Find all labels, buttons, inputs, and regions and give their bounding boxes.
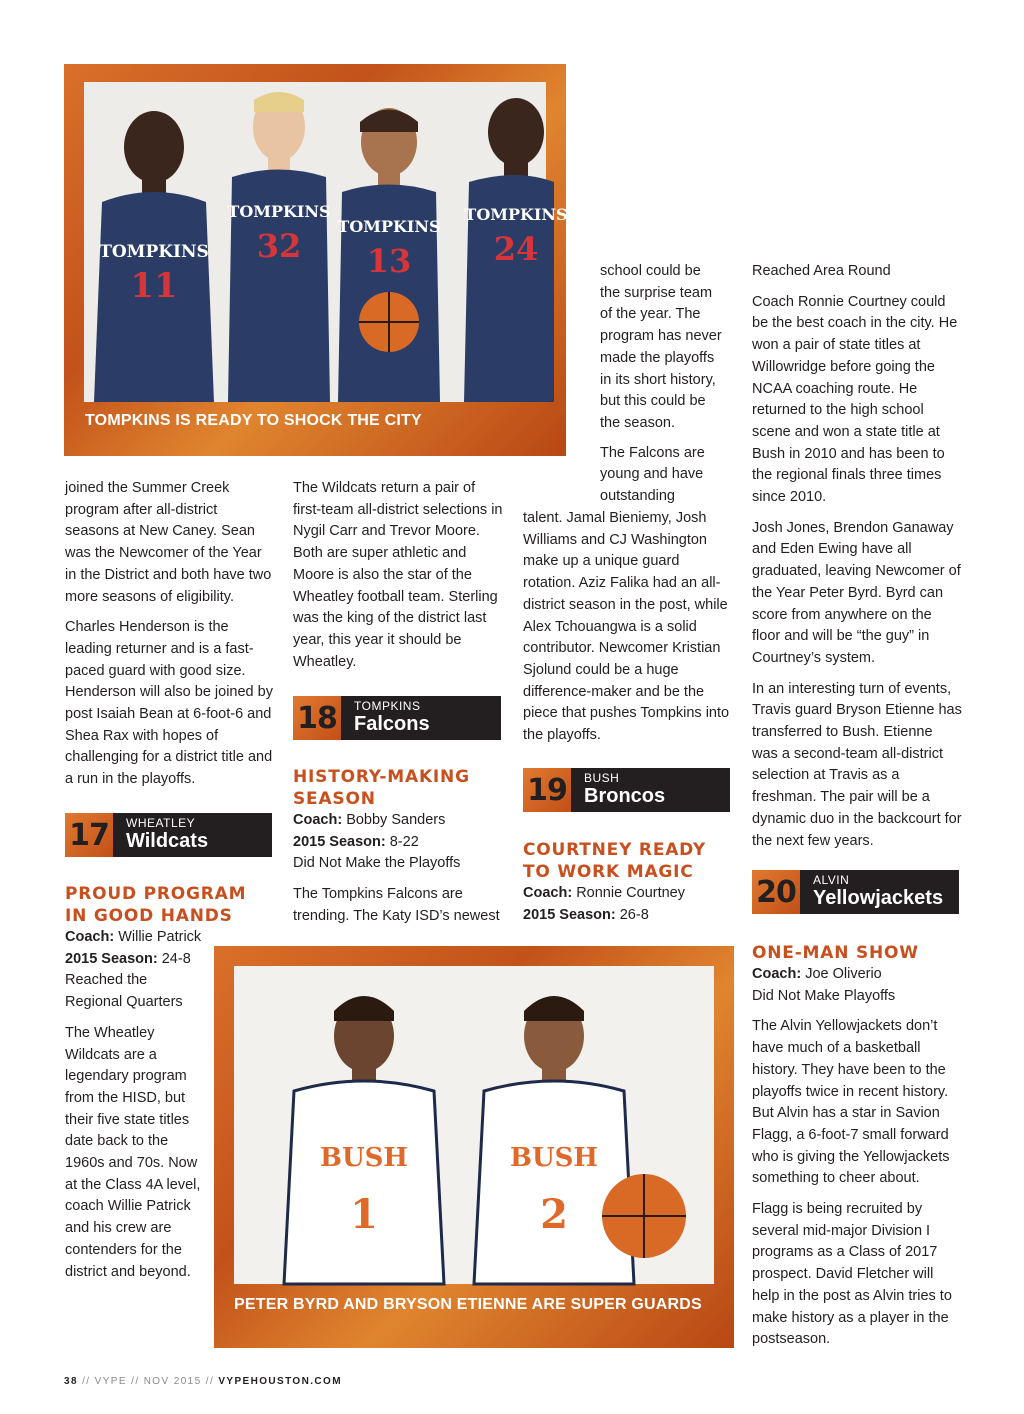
page-footer (64, 1376, 342, 1387)
paragraph: Coach Ronnie Courtney could be the best coach in the city. He won a pair of state titles at Willowridge before going the NCAA coaching route. He returned to the high school scene and won a state title at Bush in 2010 and has been to the regional finals three times since 2010. (752, 293, 958, 506)
text-line: The Falcons are (600, 444, 705, 461)
jersey-text: BUSH (510, 1143, 598, 1173)
rank-school: ALVIN (813, 873, 850, 887)
coach-label: Coach: (523, 885, 573, 901)
rank-mascot: Broncos (584, 785, 666, 807)
section-headline: COURTNEY READY TO WORK MAGIC (523, 840, 706, 882)
text-line: school could be (600, 263, 701, 279)
jersey-number: 32 (256, 227, 302, 265)
rank-number: 18 (293, 696, 341, 740)
column-3-section (523, 839, 733, 926)
rank-banner-18 (293, 696, 501, 740)
paragraph: talent. Jamal Bieniemy, Josh Williams and CJ Washington make up a unique guard rotation. Aziz Falika had an all-district season in the post, while Alex Tchouangwa is a solid contributor. Newcomer Kristian Sjolund could be a huge difference-maker and be the piece that pushes Tompkins into the playoffs. (523, 510, 730, 744)
season-record: 24-8 (161, 950, 191, 967)
page-number: 38 (64, 1376, 78, 1387)
column-1-top (65, 478, 275, 800)
rank-school: TOMPKINS (354, 699, 421, 713)
coach-name: Bobby Sanders (346, 812, 446, 828)
text-line: outstanding (600, 488, 675, 505)
magazine-name: VYPE (94, 1376, 127, 1387)
paragraph: Reached Area Round (752, 263, 891, 279)
bottom-photo-caption: PETER BYRD AND BRYSON ETIENNE ARE SUPER GUARDS (234, 1296, 702, 1313)
season-result: Did Not Make the Playoffs (293, 855, 461, 872)
season-label: 2015 Season: (523, 906, 616, 923)
rank-school: BUSH (584, 771, 620, 785)
rank-banner-19 (523, 768, 730, 812)
rank-mascot: Wildcats (126, 830, 209, 852)
jersey-number: 2 (540, 1191, 568, 1238)
section-headline: PROUD PROGRAM IN GOOD HANDS (65, 884, 247, 926)
paragraph: joined the Summer Creek program after all-district seasons at New Caney. Sean was the Newcomer of the Year in the District and both have two more seasons of eligibility. (65, 480, 272, 605)
top-photo-caption: TOMPKINS IS READY TO SHOCK THE CITY (85, 412, 422, 429)
rank-number: 19 (523, 768, 571, 812)
paragraph: Charles Henderson is the leading returner and is a fast-paced guard with good size. Henderson will also be joined by post Isaiah Bean at 6-foot-6 and Shea Rax with hopes of challenging for a district title and a run in the playoffs. (65, 619, 273, 788)
jersey-number: 13 (366, 242, 412, 280)
section-headline: HISTORY-MAKING SEASON (293, 767, 470, 809)
coach-name: Willie Patrick (118, 929, 202, 945)
rank-number: 17 (65, 813, 113, 857)
bush-players-illustration (234, 966, 714, 1284)
bottom-photo-frame (214, 946, 734, 1348)
text-line: in its short history, (600, 371, 716, 388)
coach-name: Ronnie Courtney (576, 885, 686, 901)
column-4-section (752, 942, 962, 1360)
column-2-section (293, 766, 505, 937)
column-4-top (752, 261, 962, 861)
footer-separator: // (205, 1376, 215, 1387)
website: VYPEHOUSTON.COM (218, 1376, 342, 1387)
rank-banner-20 (752, 870, 959, 914)
season-label: 2015 Season: (293, 833, 386, 850)
footer-separator: // (82, 1376, 91, 1387)
text-line: program has never (600, 328, 722, 345)
text-line: the surprise team (600, 284, 713, 301)
jersey-number: 24 (493, 230, 539, 268)
jersey-number: 1 (350, 1191, 378, 1238)
jersey-text: TOMPKINS (99, 242, 209, 262)
season-result: Reached the Regional Quarters (65, 972, 183, 1011)
season-result: Did Not Make Playoffs (752, 987, 896, 1004)
text-line: of the year. The (600, 306, 701, 323)
season-record: 8-22 (389, 833, 419, 850)
paragraph: Flagg is being recruited by several mid-major Division I programs as a Class of 2017 prospect. David Fletcher will help in the post as Alvin tries to make history as a player in the postseason. (752, 1201, 952, 1348)
jersey-text: TOMPKINS (464, 205, 568, 224)
column-3-top (600, 261, 735, 508)
column-2-top (293, 478, 505, 682)
coach-label: Coach: (293, 812, 343, 828)
coach-name: Joe Oliverio (805, 966, 882, 982)
season-record: 26-8 (619, 906, 649, 923)
column-3-body (523, 508, 733, 756)
paragraph: Josh Jones, Brendon Ganaway and Eden Ewing have all graduated, leaving Newcomer of the Year Peter Byrd. Byrd can score from anywhere on the floor and will be “the guy” in Courtney’s system. (752, 519, 961, 666)
paragraph: The Wildcats return a pair of first-team all-district selections in Nygil Carr and Trevor Moore. Both are super athletic and Moore is also the star of the Wheatley football team. Sterling was the king of the district last year, this year it should be Wheatley. (293, 480, 503, 670)
paragraph: The Tompkins Falcons are trending. The Katy ISD’s newest (293, 886, 500, 924)
tompkins-players-illustration (84, 82, 568, 402)
footer-separator: // (131, 1376, 140, 1387)
jersey-text: BUSH (320, 1143, 408, 1173)
rank-mascot: Yellowjackets (813, 887, 944, 909)
text-line: made the playoffs (600, 349, 715, 366)
text-line: the season. (600, 414, 675, 431)
section-headline: ONE-MAN SHOW (752, 943, 919, 963)
rank-school: WHEATLEY (126, 816, 196, 830)
rank-banner-17 (65, 813, 272, 857)
issue-date: NOV 2015 (143, 1376, 202, 1387)
paragraph: The Alvin Yellowjackets don’t have much of a basketball history. They have been to the playoffs twice in recent history. But Alvin has a star in Savion Flagg, a 6-foot-7 small forward who is giving the Yellowjackets something to cheer about. (752, 1018, 950, 1187)
top-photo-frame (64, 64, 566, 456)
jersey-text: TOMPKINS (227, 202, 331, 221)
season-label: 2015 Season: (65, 950, 158, 967)
text-line: young and have (600, 466, 704, 483)
jersey-text: TOMPKINS (337, 217, 441, 236)
text-line: but this could be (600, 393, 706, 410)
rank-number: 20 (752, 870, 800, 914)
coach-label: Coach: (65, 929, 115, 945)
rank-mascot: Falcons (354, 713, 430, 735)
coach-label: Coach: (752, 966, 802, 982)
paragraph: The Wheatley Wildcats are a legendary program from the HISD, but their five state titles date back to the 1960s and 70s. Now at the Class 4A level, coach Willie Patrick and his crew are contenders for the district and beyond. (65, 1024, 201, 1280)
bottom-team-photo (234, 966, 714, 1284)
top-team-photo (84, 82, 568, 402)
paragraph: In an interesting turn of events, Travis guard Bryson Etienne has transferred to Bush. Etienne was a second-team all-district selection at Travis as a freshman. The pair will be a dynamic duo in the backcourt for the next few years. (752, 680, 962, 849)
jersey-number: 11 (130, 266, 178, 306)
